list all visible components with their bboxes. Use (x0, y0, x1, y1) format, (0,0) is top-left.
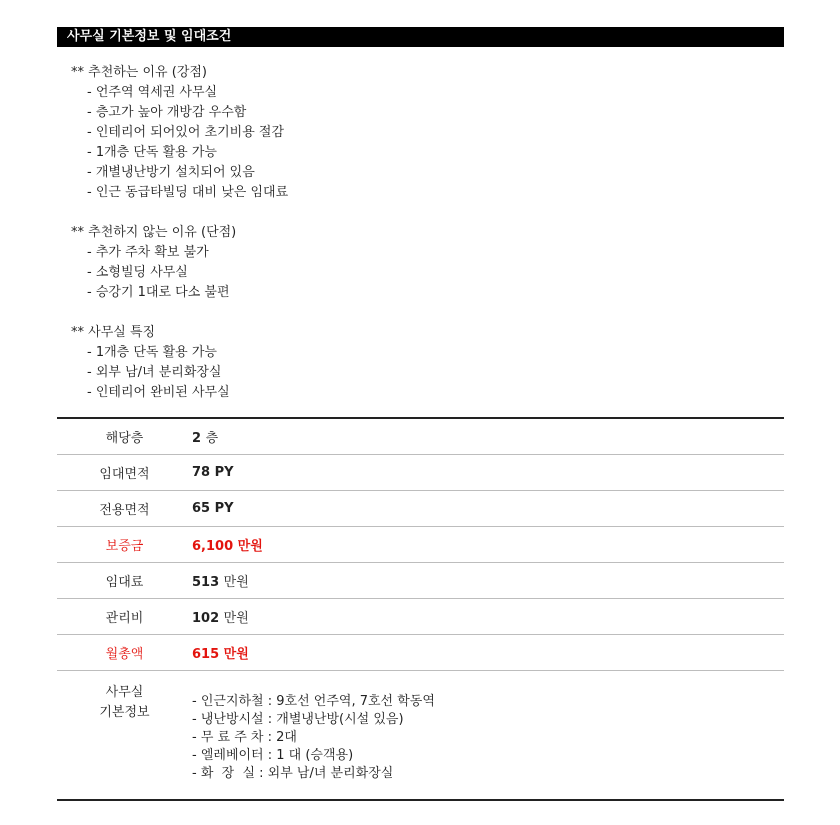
list-item: - 승강기 1대로 다소 불편 (87, 285, 230, 300)
rent-unit: 만원 (223, 575, 249, 590)
exclusive-area-value: 65 PY (192, 491, 784, 527)
basic-info-value (192, 671, 784, 801)
table-row-monthly-total (57, 635, 784, 671)
floor-label: 해당층 (57, 418, 192, 455)
list-item: - 추가 주차 확보 불가 (87, 245, 209, 260)
notes-block (57, 47, 784, 403)
list-item: - 인테리어 되어있어 초기비용 절감 (87, 125, 285, 140)
section-heading: ** 추천하지 않는 이유 (단점) (71, 225, 237, 240)
list-item: - 개별냉난방기 설치되어 있음 (87, 165, 255, 180)
list-item: - 1개층 단독 활용 가능 (87, 345, 217, 360)
deposit-value (192, 527, 784, 563)
list-item: - 냉난방시설 : 개별냉난방(시설 있음) (192, 712, 404, 727)
monthly-total-unit: 만원 (223, 647, 249, 662)
strengths-section (71, 63, 784, 203)
list-item: - 무 료 주 차 : 2대 (192, 730, 297, 745)
section-heading: ** 추천하는 이유 (강점) (71, 65, 208, 80)
list-item: - 인근지하철 : 9호선 언주역, 7호선 학동역 (192, 694, 435, 709)
list-item: - 소형빌딩 사무실 (87, 265, 188, 280)
page-title: 사무실 기본정보 및 임대조건 (57, 27, 784, 47)
maintenance-unit: 만원 (223, 611, 249, 626)
basic-info-label (57, 671, 192, 801)
rent-value (192, 563, 784, 599)
list-item: - 인근 동급타빌딩 대비 낮은 임대료 (87, 185, 289, 200)
rent-label: 임대료 (57, 563, 192, 599)
weaknesses-section (71, 223, 784, 303)
deposit-label: 보증금 (57, 527, 192, 563)
lease-terms-table (57, 417, 784, 801)
features-section (71, 323, 784, 403)
lease-area-value: 78 PY (192, 455, 784, 491)
floor-unit: 층 (205, 431, 219, 446)
monthly-total-label: 월총액 (57, 635, 192, 671)
monthly-total-value (192, 635, 784, 671)
office-info-sheet (57, 27, 784, 801)
list-item: - 인테리어 완비된 사무실 (87, 385, 230, 400)
basic-info-label-line2: 기본정보 (99, 705, 150, 720)
floor-number: 2 (192, 431, 202, 446)
table-row-maintenance (57, 599, 784, 635)
list-item: - 화 장 실 : 외부 남/녀 분리화장실 (192, 766, 394, 781)
list-item: - 1개층 단독 활용 가능 (87, 145, 217, 160)
table-row-deposit (57, 527, 784, 563)
basic-info-label-line1: 사무실 (105, 685, 144, 700)
lease-area-label: 임대면적 (57, 455, 192, 491)
list-item: - 외부 남/녀 분리화장실 (87, 365, 222, 380)
table-row-rent (57, 563, 784, 599)
rent-amount: 513 (192, 575, 220, 590)
basic-info-list (192, 687, 784, 783)
table-row-basic-info (57, 671, 784, 801)
deposit-unit: 만원 (237, 539, 263, 554)
list-item: - 언주역 역세권 사무실 (87, 85, 218, 100)
list-item: - 층고가 높아 개방감 우수함 (87, 105, 247, 120)
section-heading: ** 사무실 특징 (71, 325, 156, 340)
table-row-exclusive-area (57, 491, 784, 527)
maintenance-value (192, 599, 784, 635)
floor-value (192, 418, 784, 455)
table-row-lease-area (57, 455, 784, 491)
maintenance-amount: 102 (192, 611, 220, 626)
monthly-total-amount: 615 (192, 647, 220, 662)
maintenance-label: 관리비 (57, 599, 192, 635)
list-item: - 엘레베이터 : 1 대 (승객용) (192, 748, 354, 763)
table-row-floor (57, 418, 784, 455)
exclusive-area-label: 전용면적 (57, 491, 192, 527)
deposit-amount: 6,100 (192, 539, 234, 554)
